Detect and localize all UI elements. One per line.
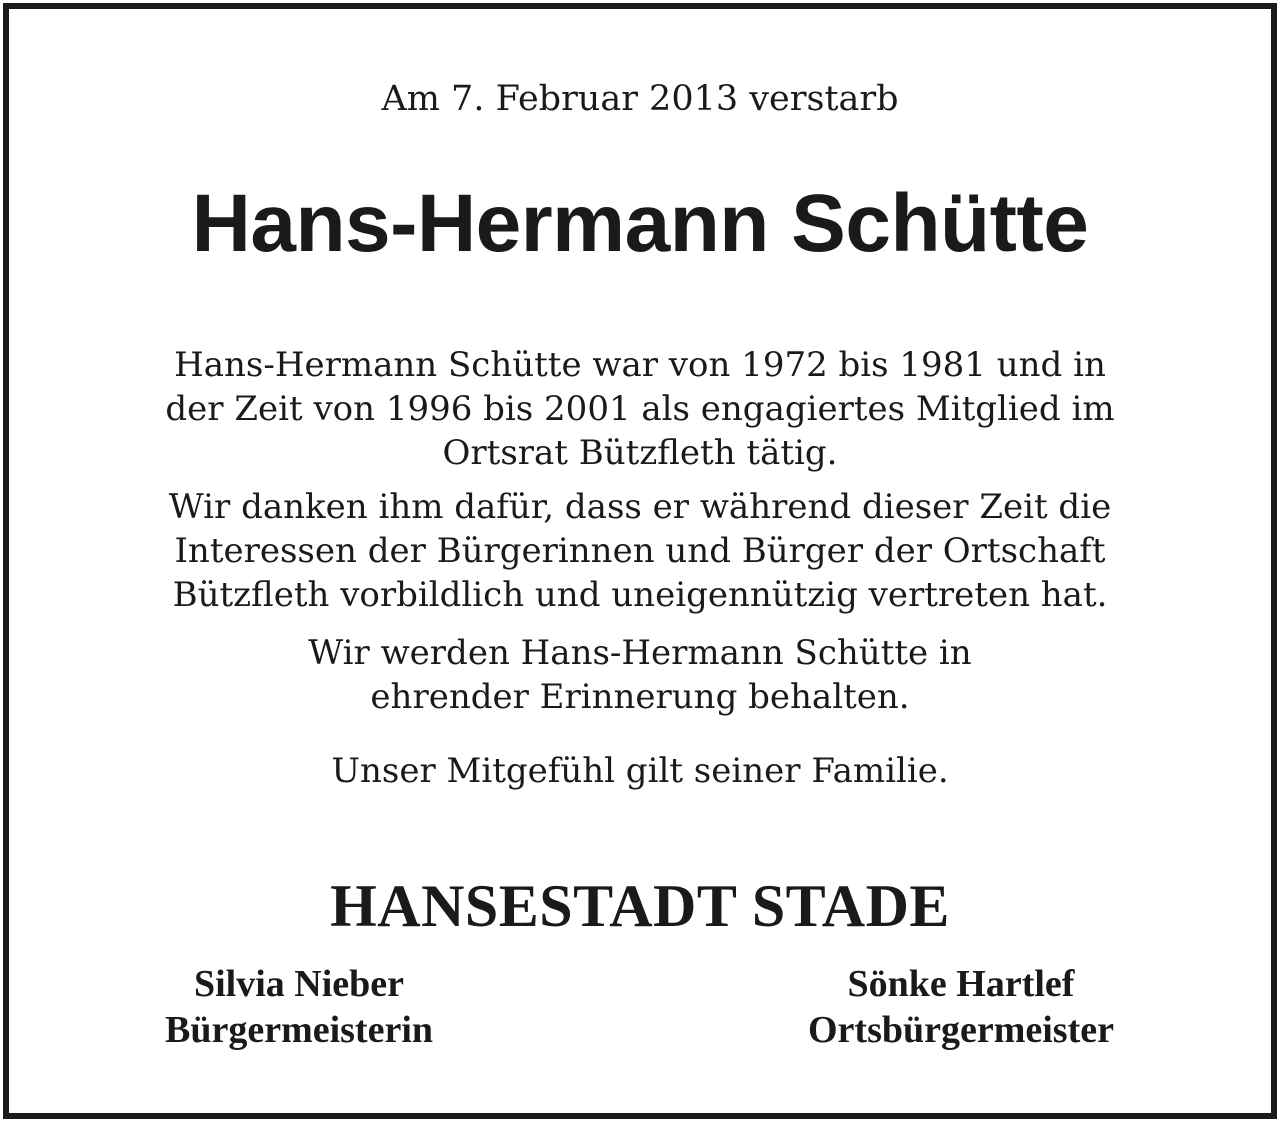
organization-name: HANSESTADT STADE bbox=[330, 873, 950, 939]
deceased-name: Hans-Hermann Schütte bbox=[191, 178, 1089, 269]
signer-title: Ortsbürgermeister bbox=[808, 1009, 1114, 1051]
paragraph-service bbox=[9, 343, 1271, 475]
signer-name: Silvia Nieber bbox=[193, 963, 405, 1005]
text-line: Wir danken ihm dafür, dass er während dieser Zeit die bbox=[168, 487, 1112, 527]
intro-line: Am 7. Februar 2013 verstarb bbox=[381, 79, 899, 119]
text-line: Bützfleth vorbildlich und uneigennützig vertreten hat. bbox=[172, 575, 1108, 615]
signer-title: Bürgermeisterin bbox=[164, 1009, 434, 1051]
text-line: Unser Mitgefühl gilt seiner Familie. bbox=[331, 751, 949, 791]
notice-body bbox=[9, 343, 1271, 793]
signer-local-mayor bbox=[731, 961, 1191, 1053]
paragraph-condolence bbox=[9, 749, 1271, 793]
text-line: Ortsrat Bützfleth tätig. bbox=[442, 433, 838, 473]
text-line: Wir werden Hans-Hermann Schütte in bbox=[308, 633, 972, 673]
signer-mayor bbox=[89, 961, 509, 1053]
paragraph-remembrance bbox=[9, 631, 1271, 719]
text-line: ehrender Erinnerung behalten. bbox=[370, 677, 910, 717]
signer-name: Sönke Hartlef bbox=[847, 963, 1075, 1005]
text-line: Hans-Hermann Schütte war von 1972 bis 1981 und in bbox=[174, 345, 1106, 385]
text-line: der Zeit von 1996 bis 2001 als engagiertes Mitglied im bbox=[165, 389, 1115, 429]
text-line: Interessen der Bürgerinnen und Bürger der Ortschaft bbox=[174, 531, 1106, 571]
obituary-notice bbox=[3, 3, 1277, 1119]
paragraph-thanks bbox=[9, 485, 1271, 617]
